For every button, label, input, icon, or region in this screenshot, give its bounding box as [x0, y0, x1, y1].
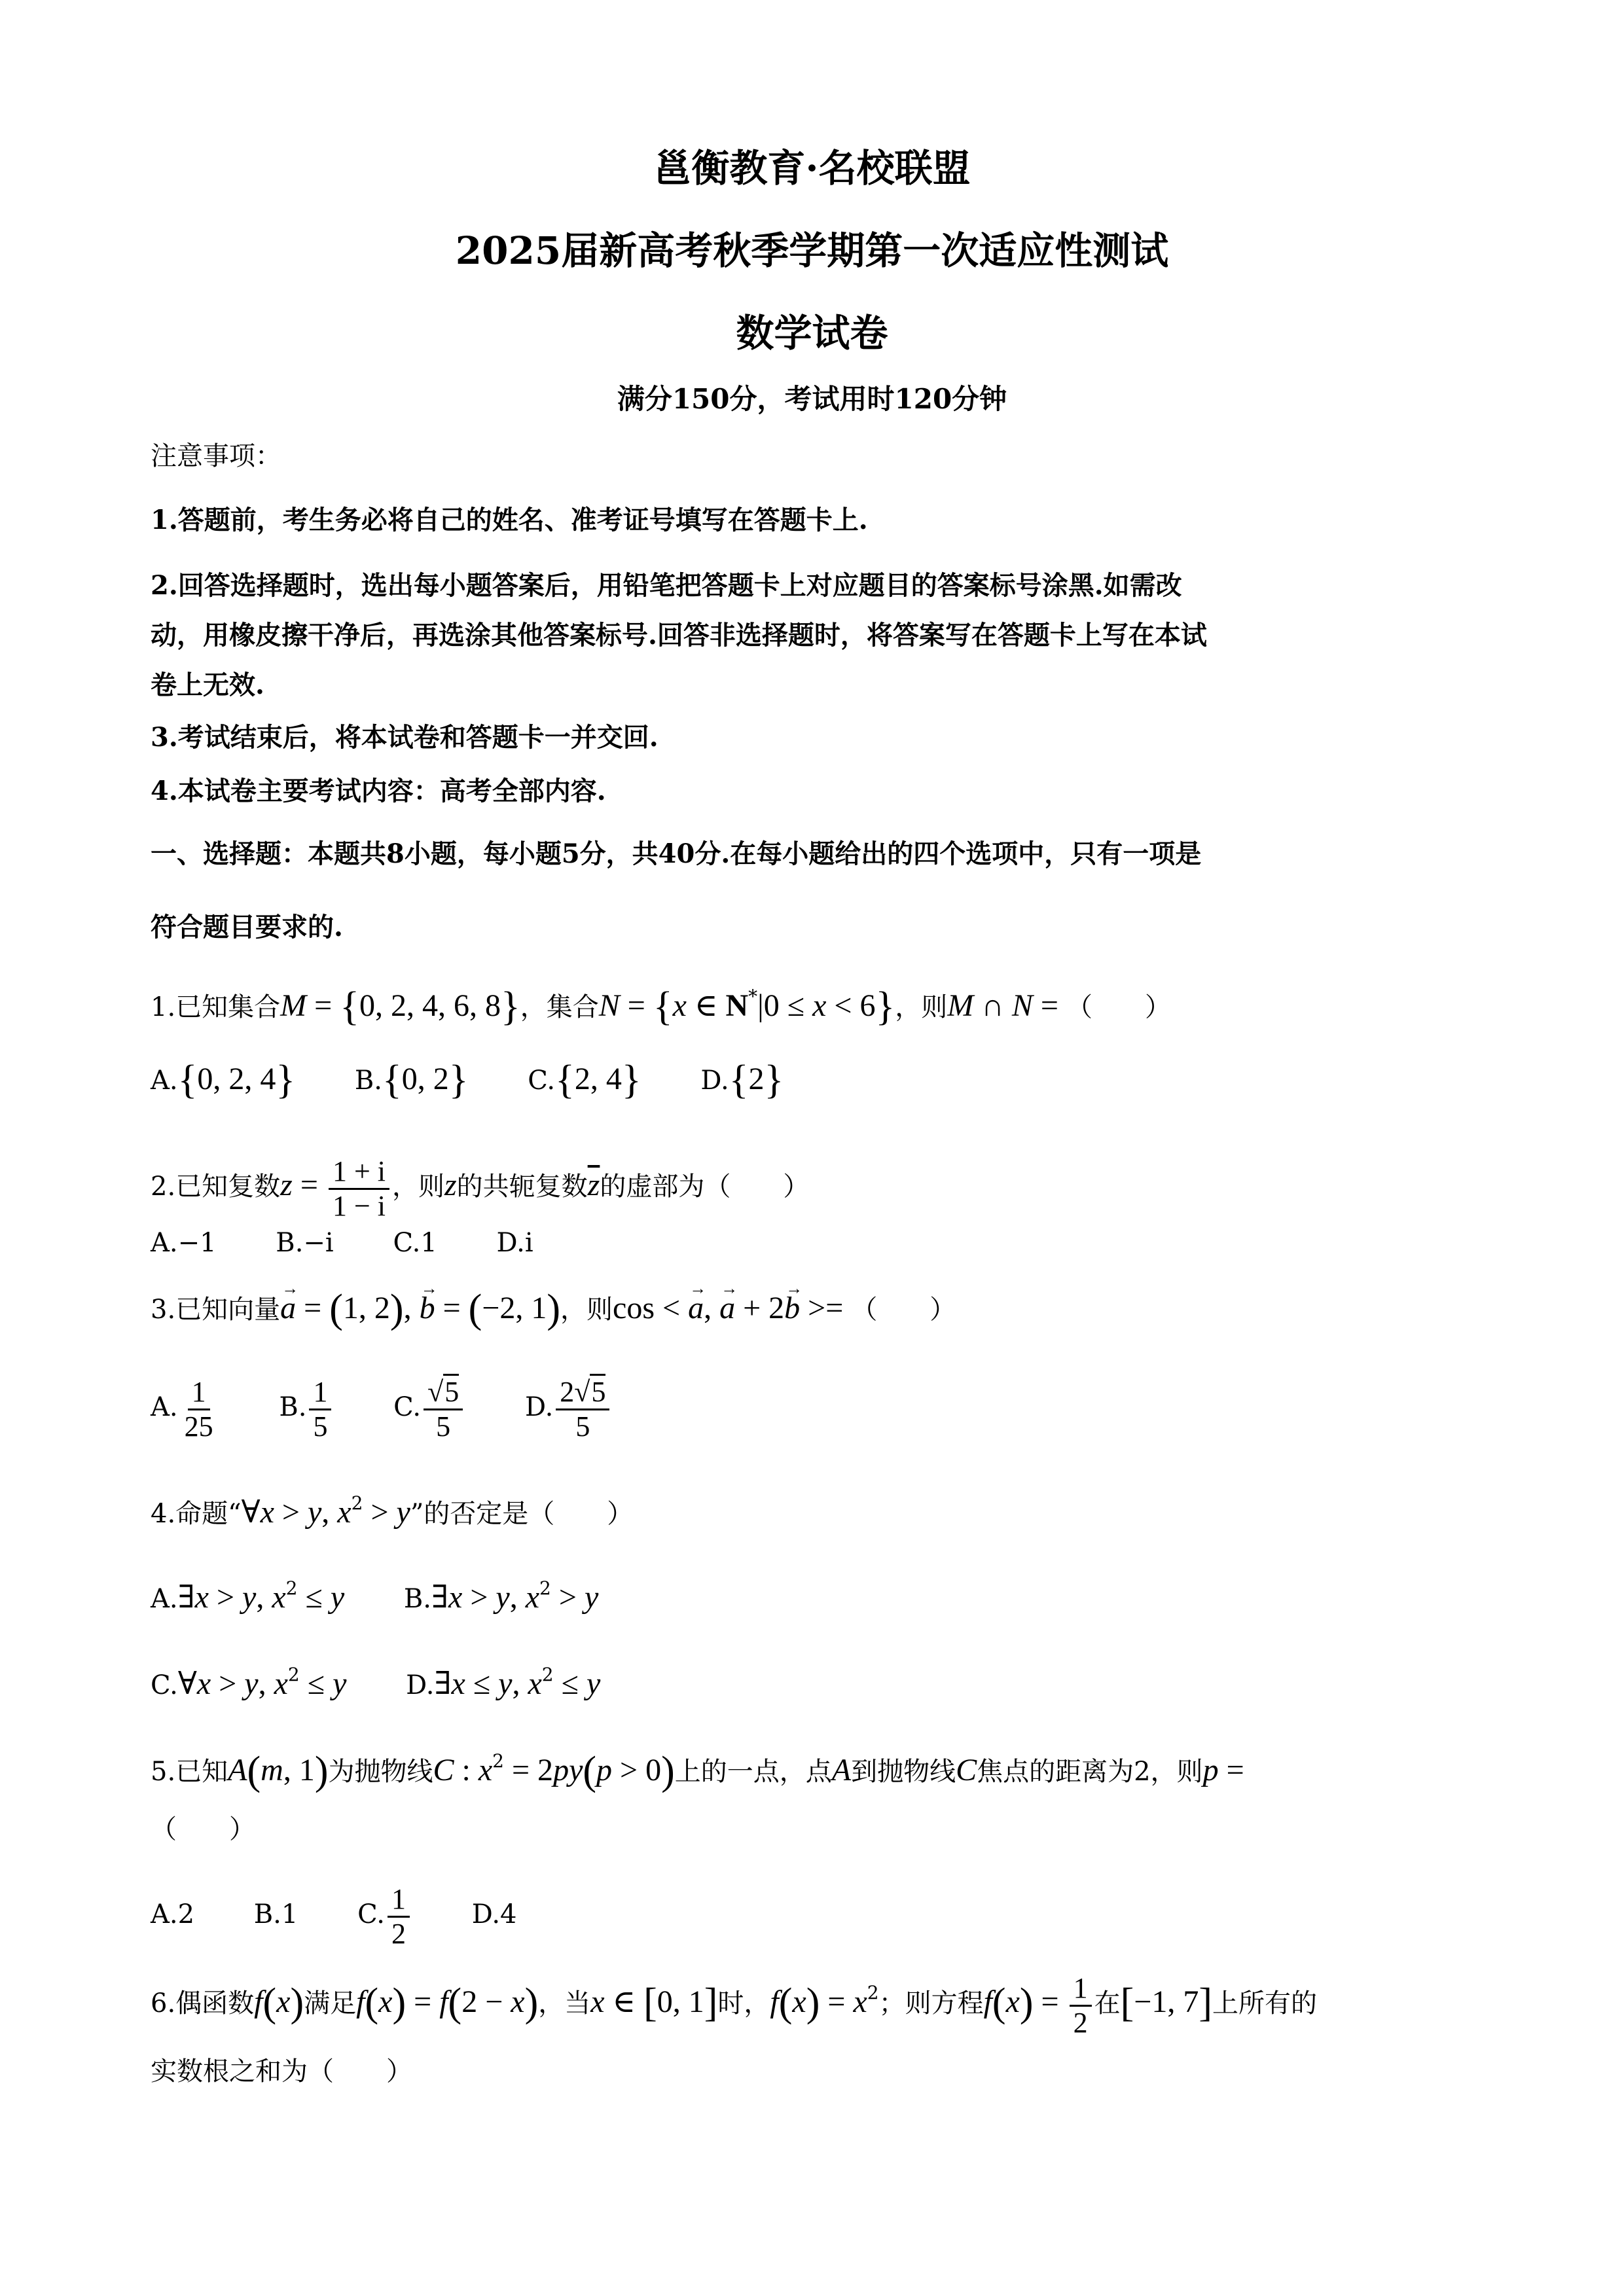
q3-option-a: A. $\frac{1}{25}$: [151, 1375, 213, 1443]
org-title: 邕衡教育·名校联盟: [653, 146, 971, 190]
q4-option-d: D.∃x ≤ y, $x^2 \le y$: [406, 1664, 601, 1701]
question-4-options-row1: [151, 1570, 1486, 1618]
question-6: 6.偶函数f(x)满足f(x) = f(2 − x)，当x ∈ [0, 1]时，$f(x) = x^2$；则方程f(x) = $\frac{1}{2}$ 在[−1, 7]上所有的: [151, 1971, 1318, 2039]
q1-option-b: B.{0, 2}: [354, 1058, 469, 1102]
exam-info: 满分150分，考试用时120分钟: [617, 383, 1007, 415]
section1-line2: 符合题目要求的.: [151, 912, 343, 942]
note-2-line2: 动，用橡皮擦干净后，再选涂其他答案标号.回答非选择题时，将答案写在答题卡上写在本试: [151, 620, 1207, 651]
q1-option-d: D.{2}: [700, 1058, 784, 1102]
q3-option-b: B. $\frac{1}{5}$: [279, 1368, 334, 1446]
q3-option-d: D. $\frac{2√5}{5}$: [525, 1368, 613, 1446]
q2-option-b: B.−i: [276, 1228, 334, 1258]
section1-line1: 一、选择题：本题共8小题，每小题5分，共40分.在每小题给出的四个选项中，只有一项是: [151, 838, 1202, 869]
question-3: 3.已知向量→ a = (1, 2), → b = (−2, 1)，则cos < → a, → a + 2→ b >= （ ）: [151, 1289, 1486, 1329]
question-4-options-row2: [151, 1656, 1486, 1704]
note-1: 1.答题前，考生务必将自己的姓名、准考证号填写在答题卡上.: [151, 505, 868, 535]
question-2: 2.已知复数z = $\frac{1 + i}{1 - i}$ ，则z的共轭复数$\overline{z}$的虚部为（ ）: [151, 1155, 810, 1222]
q2-fraction: $\frac{1 + i}{1 - i}$: [329, 1155, 389, 1223]
question-6-line2: 实数根之和为（ ）: [151, 2056, 412, 2087]
question-5: 5.已知A(m, 1)为抛物线C : $x^2 = 2py(p > 0)$上的一点，点A到抛物线C焦点的距离为2，则p =: [151, 1749, 1244, 1793]
q4-option-b: B.∃x > y, $x^2 > y$: [403, 1577, 599, 1615]
q2-option-a: A.−1: [151, 1228, 217, 1258]
subject-title: 数学试卷: [736, 311, 888, 355]
question-1: 1.已知集合M = {0, 2, 4, 6, 8}，集合N = {x ∈ N*|0 ≤ x < 6}，则M ∩ N = （ ）: [151, 984, 1171, 1029]
note-2-line1: 2.回答选择题时，选出每小题答案后，用铅笔把答题卡上对应题目的答案标号涂黑.如需改: [151, 570, 1182, 601]
question-5-options: [151, 1878, 1486, 1950]
q5-option-c: C. $\frac{1}{2}$: [357, 1878, 412, 1950]
q4-option-a: A.∃x > y, $x^2 \le y$: [151, 1577, 345, 1615]
q3-option-c: C. $\frac{√5}{5}$: [393, 1368, 465, 1446]
q5-option-b: B.1: [253, 1899, 298, 1929]
note-4: 4.本试卷主要考试内容：高考全部内容.: [151, 776, 606, 806]
q2-option-c: C.1: [393, 1228, 437, 1258]
note-2-line3: 卷上无效.: [151, 670, 264, 700]
q1-option-a: A.{0, 2, 4}: [151, 1058, 296, 1102]
question-4: 4.命题“∀x > y, $x^2 > y$”的否定是（ ）: [151, 1492, 634, 1530]
exam-title: 2025届新高考秋季学期第一次适应性测试: [455, 228, 1169, 273]
question-3-options: [151, 1368, 1486, 1446]
q2-option-d: D.i: [496, 1228, 533, 1258]
question-2-options: [151, 1224, 1486, 1262]
notes-heading: 注意事项：: [151, 441, 281, 471]
q5-option-d: D.4: [471, 1899, 517, 1929]
q5-option-a: A.2: [151, 1899, 195, 1929]
question-5-paren: （ ）: [151, 1814, 255, 1844]
q1-option-c: C.{2, 4}: [528, 1058, 641, 1102]
question-1-options: [151, 1060, 1486, 1100]
note-3: 3.考试结束后，将本试卷和答题卡一并交回.: [151, 722, 659, 753]
q4-option-c: C.∀x > y, $x^2 \le y$: [151, 1664, 347, 1701]
